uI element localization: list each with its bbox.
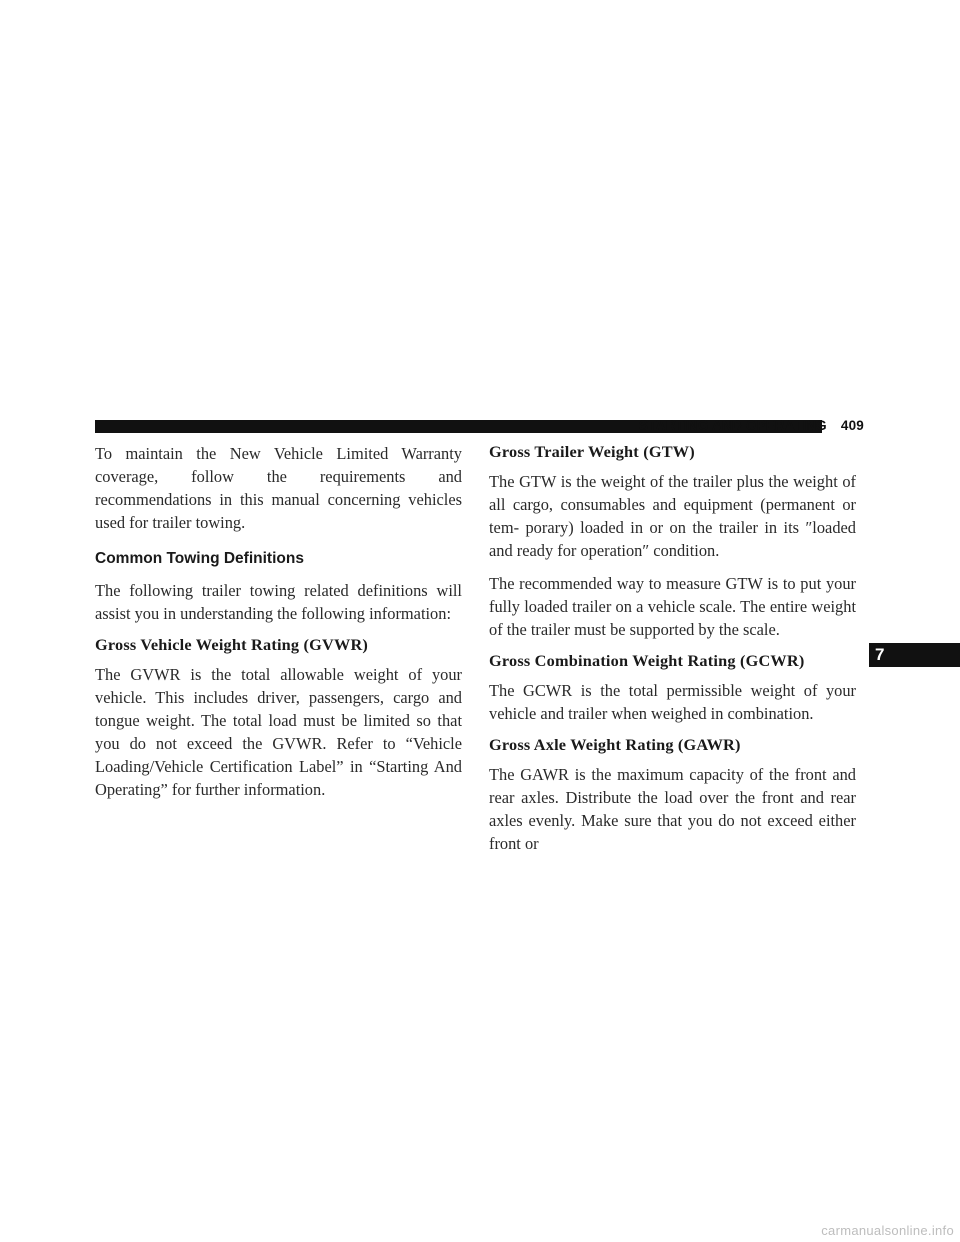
gvwr-paragraph: The GVWR is the total allowable weight of your vehicle. This includes driver, passengers, cargo and tongue weight. The total load must be limited so that you do not exceed the GVWR. Refer to “Vehicle Loading/Vehicle Certification Label” in “Starting And Operating” for further information. <box>95 665 462 799</box>
section-intro-paragraph: The following trailer towing related definitions will assist you in understanding the following information: <box>95 581 462 623</box>
gawr-paragraph: The GAWR is the maximum capacity of the front and rear axles. Distribute the load over the front and rear axles evenly. Make sure that you do not exceed either front or <box>489 765 856 853</box>
left-column <box>95 442 462 811</box>
gcwr-heading: Gross Combination Weight Rating (GCWR) <box>489 651 805 670</box>
intro-paragraph: To maintain the New Vehicle Limited Warranty coverage, follow the requirements and recommendations in this manual concerning vehicles used for trailer towing. <box>95 444 462 532</box>
gawr-heading: Gross Axle Weight Rating (GAWR) <box>489 735 741 754</box>
gtw-heading: Gross Trailer Weight (GTW) <box>489 442 695 461</box>
right-column <box>489 442 856 865</box>
gcwr-paragraph: The GCWR is the total permissible weight of your vehicle and trailer when weighed in combination. <box>489 681 856 723</box>
section-heading: Common Towing Definitions <box>95 550 304 567</box>
gvwr-heading: Gross Vehicle Weight Rating (GVWR) <box>95 635 369 654</box>
page-number: 409 <box>840 418 864 433</box>
running-header <box>639 418 864 433</box>
watermark: carmanualsonline.info <box>821 1223 954 1238</box>
chapter-tab: 7 <box>869 643 960 667</box>
gtw-paragraph: The GTW is the weight of the trailer plus the weight of all cargo, consumables and equipment (permanent or tem- porary) loaded in or on the trailer in its ″loaded and ready for operation″ condition. <box>489 472 856 560</box>
gtw-measure-paragraph: The recommended way to measure GTW is to put your fully loaded trailer on a vehicle scale. The entire weight of the trailer must be supported by the scale. <box>489 574 856 639</box>
section-title: STARTING AND OPERATING <box>638 418 827 433</box>
